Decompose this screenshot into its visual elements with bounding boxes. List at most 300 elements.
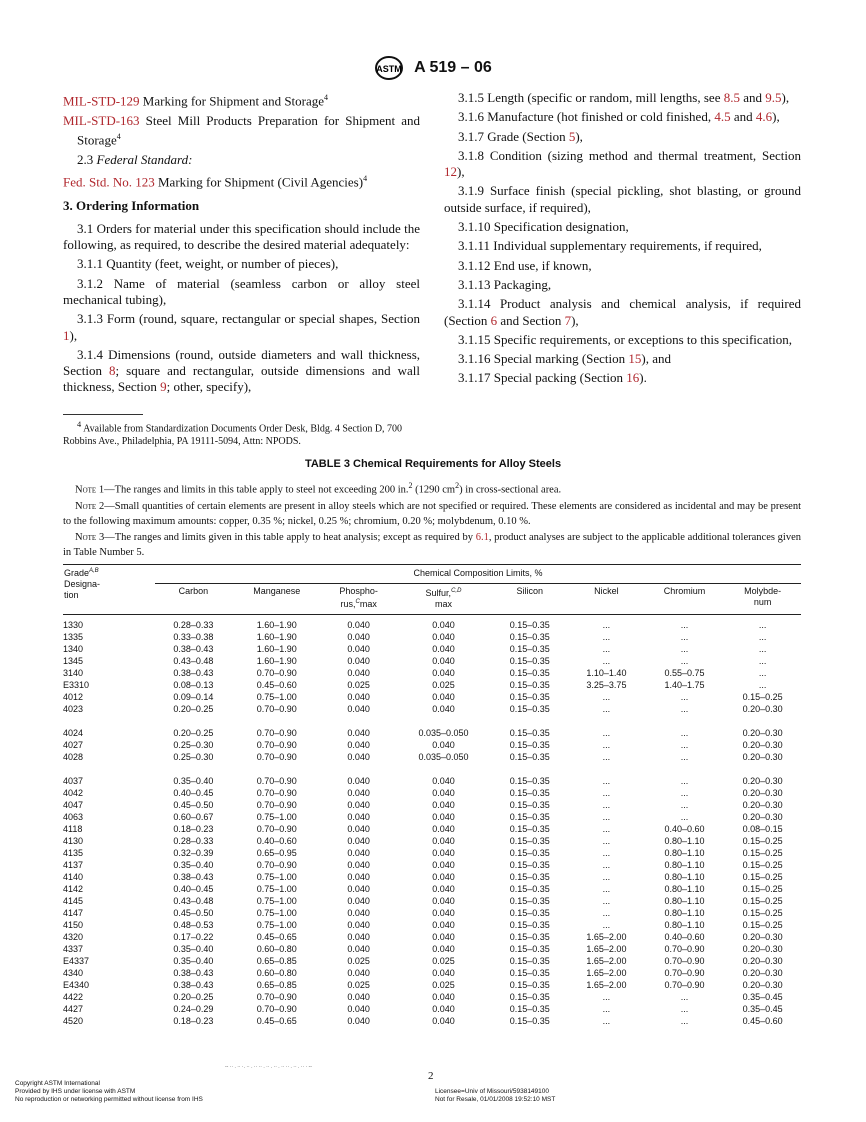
value-cell: ... (602, 620, 611, 630)
value-cell: 0.20–0.30 (742, 728, 783, 738)
value-cell: 0.75–1.00 (256, 896, 297, 906)
value-cell: 0.40–0.45 (173, 884, 214, 894)
value-cell: 0.025 (347, 956, 370, 966)
value-cell: 1.40–1.75 (664, 680, 705, 690)
value-cell: 0.45–0.60 (742, 1016, 783, 1026)
value-cell: ... (602, 1004, 611, 1014)
value-cell: 0.040 (432, 836, 455, 846)
value-cell: 0.35–0.45 (742, 992, 783, 1002)
paragraph (63, 113, 420, 149)
value-cell: ... (758, 668, 767, 678)
table-row (63, 847, 801, 859)
value-cell: 0.60–0.80 (256, 968, 297, 978)
value-cell: ... (602, 728, 611, 738)
value-cell: 0.80–1.10 (664, 860, 705, 870)
value-cell: 0.55–0.75 (664, 668, 705, 678)
value-cell: 0.20–0.30 (742, 944, 783, 954)
text-segment: ). (639, 370, 647, 386)
column-header: Molybde- num (744, 586, 782, 607)
value-cell: 0.15–0.35 (509, 992, 550, 1002)
table-row (63, 787, 801, 799)
value-cell: ... (602, 992, 611, 1002)
grade-cell: E4337 (63, 956, 90, 966)
value-cell: 0.08–0.15 (742, 824, 783, 834)
value-cell: 1.65–2.00 (586, 968, 627, 978)
value-cell: 0.15–0.35 (509, 692, 550, 702)
section-link[interactable]: 5 (568, 128, 576, 144)
value-cell: 0.15–0.35 (509, 704, 550, 714)
text-segment: ), (69, 327, 78, 343)
value-cell: 0.040 (432, 644, 455, 654)
value-cell: 0.38–0.43 (173, 872, 214, 882)
value-cell: 0.18–0.23 (173, 1016, 214, 1026)
value-cell: 0.040 (432, 776, 455, 786)
value-cell: 0.040 (347, 644, 370, 654)
value-cell: 0.040 (347, 944, 370, 954)
grade-cell: 4012 (63, 692, 84, 702)
value-cell: 0.75–1.00 (256, 872, 297, 882)
value-cell: 0.35–0.40 (173, 944, 214, 954)
section-link[interactable]: Fed. Std. No. 123 (63, 174, 155, 190)
table-row (63, 655, 801, 667)
table-row (63, 691, 801, 703)
value-cell: 0.70–0.90 (664, 968, 705, 978)
value-cell: 0.040 (432, 800, 455, 810)
value-cell: 0.20–0.25 (173, 704, 214, 714)
text-segment: 3.1.12 End use, if known, (458, 257, 592, 273)
column-header: Chromium (663, 586, 706, 596)
value-cell: 0.040 (347, 776, 370, 786)
value-cell: 0.15–0.35 (509, 884, 550, 894)
section-link[interactable]: 16 (626, 370, 640, 386)
value-cell: ... (602, 884, 611, 894)
value-cell: 0.15–0.35 (509, 848, 550, 858)
grade-sup: A,B (89, 568, 99, 574)
text-segment: Note (75, 531, 97, 543)
table-row (63, 1015, 801, 1027)
paragraph (63, 221, 420, 254)
table-row (63, 703, 801, 715)
section-link[interactable]: 6.1 (475, 531, 489, 543)
value-cell: 0.80–1.10 (664, 836, 705, 846)
value-cell: 0.040 (347, 848, 370, 858)
text-segment: 3.1.8 Condition (sizing method and thermal treatment, Section (458, 147, 801, 163)
value-cell: 0.38–0.43 (173, 644, 214, 654)
value-cell: ... (680, 776, 689, 786)
section-heading (63, 198, 420, 214)
grade-cell: 1330 (63, 620, 84, 630)
value-cell: 0.45–0.50 (173, 800, 214, 810)
grade-cell: 4320 (63, 932, 84, 942)
grade-cell: 4520 (63, 1016, 84, 1026)
value-cell: ... (680, 620, 689, 630)
text-segment: ), (781, 90, 790, 105)
text-segment: Note (75, 500, 97, 512)
table-row (63, 739, 801, 751)
value-cell: ... (680, 992, 689, 1002)
value-cell: 0.15–0.35 (509, 908, 550, 918)
value-cell: 0.040 (432, 860, 455, 870)
text-segment: Marking for Shipment and Storage (139, 93, 325, 109)
value-cell: ... (602, 872, 611, 882)
left-column (63, 90, 420, 399)
text-segment: 3.1.2 Name of material (seamless carbon or alloy steel mechanical tubing), (63, 275, 420, 307)
value-cell: 0.20–0.30 (742, 800, 783, 810)
svg-text:ASTM: ASTM (376, 64, 402, 74)
value-cell: 0.20–0.30 (742, 752, 783, 762)
value-cell: 0.15–0.25 (742, 920, 783, 930)
section-link[interactable]: 8.5 (723, 90, 740, 105)
text-segment: 3.1.15 Specific requirements, or exceptions to this specification, (458, 331, 792, 347)
value-cell: 0.35–0.40 (173, 860, 214, 870)
text-segment: 3.1.7 Grade (Section (458, 128, 569, 144)
paragraph (444, 109, 801, 125)
paragraph (444, 148, 801, 181)
text-segment: 3—The ranges and limits given in this table apply to heat analysis; except as required by (96, 531, 476, 543)
value-cell: 0.32–0.39 (173, 848, 214, 858)
value-cell: 0.43–0.48 (173, 656, 214, 666)
value-cell: 0.15–0.35 (509, 860, 550, 870)
value-cell: 0.40–0.60 (256, 836, 297, 846)
grade-cell: 1340 (63, 644, 84, 654)
value-cell: 0.45–0.65 (256, 1016, 297, 1026)
grade-cell: 4137 (63, 860, 84, 870)
value-cell: 0.040 (347, 824, 370, 834)
text-segment: 4 (116, 131, 121, 141)
value-cell: 0.70–0.90 (256, 728, 297, 738)
value-cell: 0.20–0.30 (742, 788, 783, 798)
table-note (63, 499, 801, 529)
value-cell: 0.20–0.30 (742, 932, 783, 942)
value-cell: 0.025 (347, 680, 370, 690)
table-row (63, 811, 801, 823)
value-cell: 0.15–0.35 (509, 632, 550, 642)
value-cell: 0.040 (347, 728, 370, 738)
section-link[interactable]: 4.5 (714, 109, 731, 125)
value-cell: 0.040 (347, 896, 370, 906)
value-cell: 0.20–0.30 (742, 956, 783, 966)
footer-right (435, 1088, 555, 1104)
value-cell: 0.35–0.45 (742, 1004, 783, 1014)
text-segment: 3.1.11 Individual supplementary requirements, if required, (458, 238, 762, 254)
value-cell: 0.09–0.14 (173, 692, 214, 702)
value-cell: 0.70–0.90 (664, 944, 705, 954)
value-cell: 0.48–0.53 (173, 920, 214, 930)
value-cell: 0.040 (347, 692, 370, 702)
value-cell: 0.15–0.35 (509, 824, 550, 834)
value-cell: 0.20–0.30 (742, 704, 783, 714)
section-link[interactable]: 9.5 (765, 90, 782, 105)
value-cell: 0.20–0.30 (742, 812, 783, 822)
grade-cell: E3310 (63, 680, 90, 690)
value-cell: ... (680, 656, 689, 666)
value-cell: ... (680, 788, 689, 798)
paragraph (444, 183, 801, 216)
section-link[interactable]: MIL-STD-129 (63, 93, 140, 109)
value-cell: 0.15–0.25 (742, 908, 783, 918)
value-cell: 0.025 (432, 680, 455, 690)
value-cell: 0.040 (347, 1016, 370, 1026)
paragraph (63, 171, 420, 191)
text-segment: 3.1.5 Length (specific or random, mill lengths, see (458, 90, 724, 105)
value-cell: 0.70–0.90 (664, 956, 705, 966)
value-cell: 0.15–0.35 (509, 932, 550, 942)
footer-provider: Provided by IHS under license with ASTM (15, 1088, 136, 1095)
value-cell: 0.75–1.00 (256, 692, 297, 702)
text-segment: 1—The ranges and limits in this table apply to steel not exceeding 200 in. (96, 484, 409, 496)
footer-licensee: Licensee=Univ of Missouri/5938149100 (435, 1088, 550, 1095)
grade-cell: 4145 (63, 896, 84, 906)
value-cell: 0.040 (347, 752, 370, 762)
paragraph (63, 256, 420, 272)
value-cell: ... (680, 728, 689, 738)
section-link[interactable]: 9 (160, 379, 167, 395)
value-cell: 0.15–0.35 (509, 668, 550, 678)
value-cell: 0.040 (347, 800, 370, 810)
value-cell: 0.15–0.25 (742, 836, 783, 846)
value-cell: 0.025 (432, 956, 455, 966)
value-cell: 1.65–2.00 (586, 980, 627, 990)
astm-logo-icon (374, 56, 404, 80)
value-cell: ... (602, 644, 611, 654)
grade-cell: 4142 (63, 884, 84, 894)
grade-cell: 4130 (63, 836, 84, 846)
grade-cell: 4037 (63, 776, 84, 786)
table-row (63, 799, 801, 811)
value-cell: 0.15–0.25 (742, 896, 783, 906)
value-cell: 0.70–0.90 (256, 752, 297, 762)
section-link[interactable]: 4.6 (755, 109, 773, 125)
value-cell: 0.040 (347, 632, 370, 642)
value-cell: 0.15–0.35 (509, 800, 550, 810)
value-cell: 1.65–2.00 (586, 932, 627, 942)
text-segment: 3.1.4 Dimensions (round, outside diameters and wall thickness, Section (63, 346, 420, 379)
value-cell: ... (680, 644, 689, 654)
grade-cell: 4027 (63, 740, 84, 750)
section-link[interactable]: 15 (628, 351, 642, 367)
text-segment: ), (457, 164, 465, 180)
section-link[interactable]: 8 (109, 363, 116, 379)
value-cell: ... (680, 752, 689, 762)
table-row (63, 979, 801, 991)
section-link[interactable]: 6 (490, 312, 498, 328)
section-link[interactable]: MIL-STD-163 (63, 112, 140, 128)
value-cell: 0.15–0.35 (509, 620, 550, 630)
value-cell: ... (602, 752, 611, 762)
value-cell: 0.20–0.25 (173, 992, 214, 1002)
paragraph (63, 347, 420, 396)
grade-cell: 3140 (63, 668, 84, 678)
text-segment: ), (772, 109, 780, 125)
value-cell: 0.040 (347, 812, 370, 822)
value-cell: ... (602, 908, 611, 918)
value-cell: 0.040 (432, 908, 455, 918)
value-cell: 0.040 (432, 1004, 455, 1014)
value-cell: 1.60–1.90 (256, 656, 297, 666)
value-cell: 0.35–0.40 (173, 956, 214, 966)
value-cell: 0.45–0.50 (173, 908, 214, 918)
value-cell: 0.15–0.35 (509, 944, 550, 954)
value-cell: 0.040 (432, 704, 455, 714)
table-row (63, 883, 801, 895)
text-segment: 2.3 (77, 151, 97, 167)
text-segment: ), (571, 312, 579, 328)
value-cell: 0.24–0.29 (173, 1004, 214, 1014)
paragraph (444, 332, 801, 348)
text-segment: ) in cross-sectional area. (459, 484, 562, 496)
grade-cell: 4028 (63, 752, 84, 762)
page-header (0, 56, 866, 80)
value-cell: ... (680, 1004, 689, 1014)
value-cell: 0.38–0.43 (173, 968, 214, 978)
value-cell: 0.15–0.35 (509, 956, 550, 966)
table-row (63, 895, 801, 907)
value-cell: 0.80–1.10 (664, 884, 705, 894)
table-row (63, 955, 801, 967)
table-note (63, 478, 801, 498)
page-number: 2 (428, 1070, 434, 1082)
text-segment: Note (75, 484, 97, 496)
footnote-text: Available from Standardization Documents Order Desk, Bldg. 4 Section D, 700 Robbins Ave., Philadelphia, PA 19111-5094, Attn: NPODS. (63, 423, 403, 448)
column-header: Manganese (253, 586, 301, 596)
value-cell: 0.80–1.10 (664, 872, 705, 882)
paragraph (444, 219, 801, 235)
value-cell: 0.040 (347, 884, 370, 894)
value-cell: ... (602, 896, 611, 906)
grade-cell: 4047 (63, 800, 84, 810)
value-cell: 0.040 (347, 992, 370, 1002)
paragraph (444, 129, 801, 145)
value-cell: ... (680, 740, 689, 750)
value-cell: ... (602, 920, 611, 930)
value-cell: ... (602, 860, 611, 870)
column-header: Phospho- rus,$^C$max (339, 586, 378, 609)
grade-cell: 1345 (63, 656, 84, 666)
value-cell: 0.15–0.35 (509, 872, 550, 882)
text-segment: ; square and rectangular, outside dimensions and wall thickness, Section (63, 363, 420, 395)
table-row (63, 967, 801, 979)
value-cell: 0.17–0.22 (173, 932, 214, 942)
value-cell: ... (680, 704, 689, 714)
table-row (63, 751, 801, 763)
paragraph (444, 238, 801, 254)
value-cell: ... (602, 692, 611, 702)
value-cell: 1.60–1.90 (256, 620, 297, 630)
table-row (63, 859, 801, 871)
value-cell: 0.28–0.33 (173, 620, 214, 630)
value-cell: 0.040 (432, 944, 455, 954)
value-cell: 0.15–0.35 (509, 836, 550, 846)
value-cell: 0.70–0.90 (256, 776, 297, 786)
value-cell: 0.75–1.00 (256, 920, 297, 930)
group-spacer (63, 715, 801, 727)
text-segment: 3.1.9 Surface finish (special pickling, shot blasting, or ground outside surface, if required), (444, 183, 801, 215)
grade-cell: 4118 (63, 824, 83, 834)
value-cell: ... (680, 800, 689, 810)
value-cell: 0.80–1.10 (664, 896, 705, 906)
value-cell: 0.80–1.10 (664, 848, 705, 858)
value-cell: 0.28–0.33 (173, 836, 214, 846)
value-cell: 0.040 (432, 692, 455, 702)
grade-cell: 4340 (63, 968, 84, 978)
section-link[interactable]: 1 (63, 327, 70, 343)
table-row (63, 619, 801, 631)
value-cell: ... (758, 620, 767, 630)
designation: A 519 – 06 (414, 59, 492, 77)
value-cell: 0.040 (432, 620, 455, 630)
section-link[interactable]: 12 (444, 164, 457, 180)
section-link[interactable]: 7 (564, 312, 572, 328)
value-cell: 0.15–0.35 (509, 680, 550, 690)
text-segment: 2—Small quantities of certain elements are present in alloy steels which are not specified or required. These elements are considered as incidental and may be present to the following maximum amounts: copper, 0.35 %; nickel, 0.25 %; chromium, 0.20 %; molybdenum, 0.10 %. (63, 500, 801, 527)
value-cell: 0.040 (347, 932, 370, 942)
value-cell: 0.43–0.48 (173, 896, 214, 906)
table-notes (63, 478, 801, 561)
group-spacer (63, 763, 801, 775)
value-cell: 0.040 (432, 920, 455, 930)
value-cell: 0.70–0.90 (664, 980, 705, 990)
value-cell: 0.15–0.25 (742, 848, 783, 858)
value-cell: 0.035–0.050 (418, 752, 469, 762)
footer-restriction: No reproduction or networking permitted without license from IHS (15, 1096, 203, 1103)
value-cell: 0.70–0.90 (256, 740, 297, 750)
table-row (63, 667, 801, 679)
table-row (63, 727, 801, 739)
value-cell: 0.15–0.35 (509, 968, 550, 978)
value-cell: 0.040 (432, 992, 455, 1002)
value-cell: 0.35–0.40 (173, 776, 214, 786)
text-segment: 3.1.14 Product analysis and chemical analysis, if required (Section (444, 296, 801, 328)
value-cell: 0.040 (347, 704, 370, 714)
value-cell: 0.15–0.25 (742, 860, 783, 870)
grade-cell: 4135 (63, 848, 84, 858)
column-header: Carbon (178, 586, 209, 596)
paragraph (63, 276, 420, 309)
value-cell: 0.70–0.90 (256, 668, 297, 678)
value-cell: 0.20–0.30 (742, 968, 783, 978)
scan-artifact: -- ·· . ·· ·. ·· . ·· ·· . ·· . ·· . ·· ·· . ·· . ·· · -- (225, 1064, 312, 1070)
value-cell: 0.70–0.90 (256, 860, 297, 870)
value-cell: 0.80–1.10 (664, 920, 705, 930)
value-cell: 0.040 (347, 920, 370, 930)
value-cell: 0.15–0.35 (509, 896, 550, 906)
column-header: Silicon (516, 586, 543, 596)
value-cell: 3.25–3.75 (586, 680, 627, 690)
paragraph (63, 152, 420, 168)
value-cell: 0.70–0.90 (256, 704, 297, 714)
value-cell: 0.38–0.43 (173, 980, 214, 990)
text-segment: 3.1.10 Specification designation, (458, 219, 629, 235)
value-cell: 0.80–1.10 (664, 908, 705, 918)
value-cell: ... (602, 656, 611, 666)
value-cell: ... (758, 656, 767, 666)
grade-header (63, 565, 155, 615)
footnote-mark: 4 (77, 420, 82, 429)
value-cell: 0.040 (347, 968, 370, 978)
value-cell: ... (758, 680, 767, 690)
value-cell: 0.45–0.60 (256, 680, 297, 690)
value-cell: 0.025 (432, 980, 455, 990)
value-cell: ... (602, 632, 611, 642)
value-cell: 0.65–0.85 (256, 980, 297, 990)
value-cell: ... (602, 776, 611, 786)
value-cell: 0.15–0.35 (509, 812, 550, 822)
value-cell: 0.040 (347, 740, 370, 750)
text-segment: ), (575, 128, 583, 144)
value-cell: 0.38–0.43 (173, 668, 214, 678)
value-cell: 0.65–0.95 (256, 848, 297, 858)
table-row (63, 907, 801, 919)
